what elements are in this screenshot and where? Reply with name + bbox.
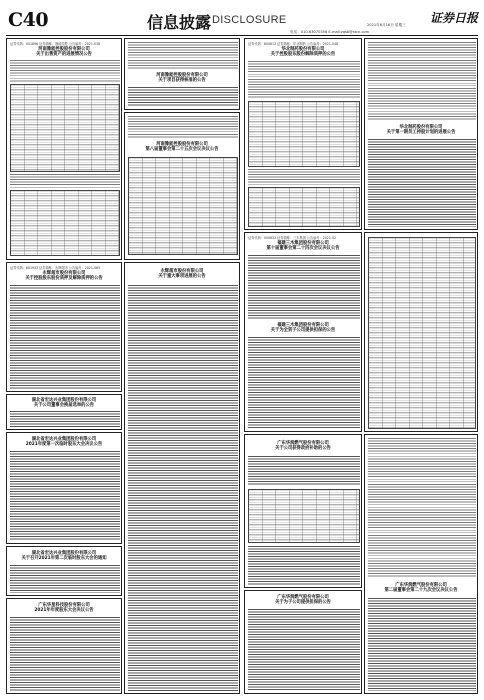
- notice-body: [248, 169, 360, 185]
- notice-title: 福建三木集团股份有限公司: [277, 241, 329, 246]
- notice-subtitle: 关于第一期员工持股计划的进展公告: [386, 130, 456, 135]
- notice-table: [10, 190, 120, 256]
- notice-subtitle: 关于控股股东股份解除质押的公告: [270, 52, 336, 57]
- notice-code: 证券代码：601933 证券简称：永辉超市 公告编号：2021-065: [10, 266, 101, 270]
- notice-title: 河南豫能控股股份有限公司: [38, 47, 90, 52]
- notice-title: 永辉超市股份有限公司: [42, 271, 86, 276]
- notice-subtitle: 第十届董事会第二十四次会议决议公告: [266, 246, 340, 251]
- notice-title: 湖北省宏达兴业集团股份有限公司: [31, 551, 97, 556]
- newspaper-logo: 证券日报: [430, 11, 479, 25]
- notice-col3-e: [244, 590, 362, 694]
- notice-col1-e: [6, 546, 122, 596]
- notice-col4-a: [364, 38, 478, 230]
- notice-table: [248, 187, 360, 227]
- notice-body: [248, 609, 360, 691]
- notice-subtitle: 关于为全资子公司提供担保的公告: [270, 328, 336, 333]
- notice-subtitle: 第二届董事会第二十九次会议决议公告: [384, 588, 458, 593]
- notice-body: [248, 456, 360, 486]
- notice-col1-b: [6, 262, 122, 392]
- notice-subtitle: 关于为子公司提供担保的公告: [275, 600, 331, 605]
- notice-subtitle: 第八届董事会第二十五次会议决议公告: [145, 147, 219, 152]
- notice-body: [248, 255, 360, 319]
- notice-col2-b: [124, 112, 240, 260]
- notice-title: 广东华润燃气股份有限公司: [277, 441, 329, 446]
- notice-col4-table: [364, 232, 478, 432]
- notice-body: [128, 285, 238, 691]
- notice-body: [368, 139, 476, 227]
- notice-table: [10, 84, 120, 172]
- section-english: DISCLOSURE: [212, 14, 287, 26]
- notice-col1-d: [6, 432, 122, 544]
- notice-subtitle: 关于公司董事会换届选举的公告: [33, 403, 95, 408]
- notice-body: [248, 546, 360, 585]
- page-number: C40: [8, 9, 49, 31]
- notice-body: [248, 61, 360, 99]
- notice-subtitle: 关于公司获得政府补助的公告: [275, 446, 331, 451]
- notice-body: [10, 451, 120, 541]
- notice-body: [248, 337, 360, 429]
- notice-table: [248, 101, 360, 167]
- header-meta: 电话：010-63070356 E-mail:zqsb@stcn.com: [290, 30, 370, 34]
- notice-title: 广东华星科技股份有限公司: [38, 603, 90, 608]
- notice-body: [128, 116, 238, 138]
- notice-code: 证券代码：600812 证券简称：华北制药 公告编号：2021-048: [248, 42, 339, 46]
- notice-subtitle: 2021年度第一次临时股东大会决议公告: [25, 442, 103, 447]
- notice-title: 河南豫能控股股份有限公司: [156, 73, 208, 78]
- notice-title: 华北制药股份有限公司: [399, 125, 443, 130]
- notice-body: [10, 174, 120, 188]
- notice-title: 广东华润燃气股份有限公司: [277, 595, 329, 600]
- notice-col1-c: [6, 394, 122, 430]
- notice-title: 福建三木集团股份有限公司: [277, 323, 329, 328]
- notice-body: [368, 598, 476, 691]
- notice-body: [10, 285, 120, 389]
- notice-title: 河南豫能控股股份有限公司: [156, 142, 208, 147]
- notice-table: [248, 489, 360, 543]
- notice-col2-c: [124, 262, 240, 694]
- notice-subtitle: 关于召开2021年第二次临时股东大会的通知: [21, 556, 107, 561]
- notice-subtitle: 关于重大事项进展的公告: [158, 274, 206, 279]
- notice-title: 华北制药股份有限公司: [281, 47, 325, 52]
- notice-col1-f: [6, 598, 122, 694]
- header-rule: [6, 35, 478, 36]
- notice-body: [128, 87, 238, 107]
- notice-title: 湖北省宏达兴业集团股份有限公司: [31, 437, 97, 442]
- notice-subtitle: 关于出售资产的进展情况公告: [36, 52, 92, 57]
- notice-body: [10, 617, 120, 691]
- notice-col2-a: [124, 38, 240, 110]
- notice-body: [10, 60, 120, 82]
- notice-col3-b: [244, 232, 362, 432]
- notice-title: 广东华润燃气股份有限公司: [395, 583, 447, 588]
- notice-body: [368, 42, 476, 120]
- section-title: 信息披露: [147, 13, 212, 32]
- notice-body: [128, 42, 238, 70]
- notice-table: [128, 157, 238, 255]
- notice-body: [368, 438, 476, 578]
- notice-code: 证券代码：000632 证券简称：三木集团 公告编号：2021-52: [248, 236, 337, 240]
- notice-col3-a: [244, 38, 362, 230]
- notice-title: 湖北省宏达兴业集团股份有限公司: [31, 398, 97, 403]
- notice-col4-b: [364, 434, 478, 694]
- notice-subtitle: 关于项目获得核准的公告: [158, 78, 206, 83]
- notice-body: [10, 565, 120, 593]
- notice-title: 永辉超市股份有限公司: [160, 269, 204, 274]
- notice-table: [368, 237, 476, 429]
- notice-col1-a: [6, 38, 122, 260]
- notice-body: [10, 411, 120, 428]
- notice-subtitle: 关于控股股东股份质押及解除质押的公告: [25, 276, 103, 281]
- header-date: 2021年6月16日 星期三: [367, 23, 406, 27]
- notice-code: 证券代码：001896 证券简称：豫能控股 公告编号：2021-038: [10, 42, 101, 46]
- notice-subtitle: 2021年年度股东大会决议公告: [34, 608, 94, 613]
- notice-col3-d: [244, 434, 362, 588]
